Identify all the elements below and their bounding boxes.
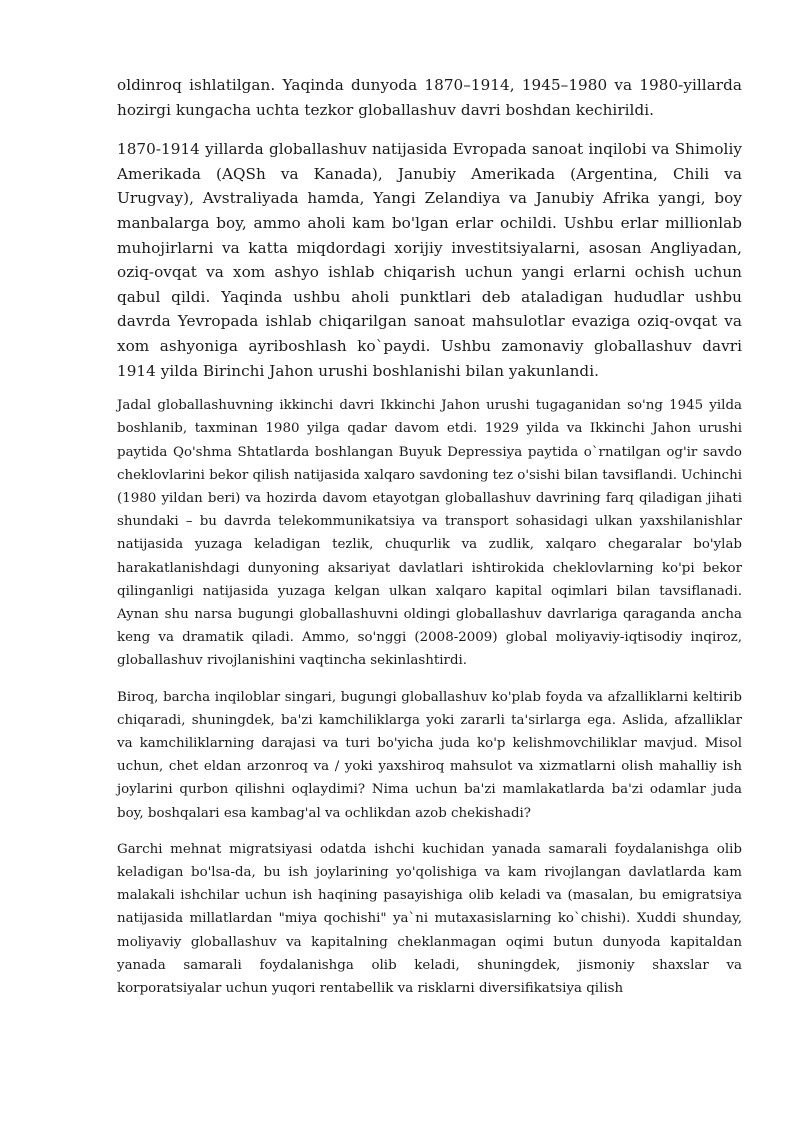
paragraph-intro-continuation: oldinroq ishlatilgan. Yaqinda dunyoda 1870–1914, 1945–1980 va 1980-yillarda hozirgi kungacha uchta tezkor globallashuv davri boshdan kechirildi.	[117, 76, 742, 119]
paragraph-benefits-and-drawbacks: Biroq, barcha inqiloblar singari, bugungi globallashuv ko'plab foyda va afzalliklarni keltirib chiqaradi, shuningdek, ba'zi kamchiliklarga yoki zararli ta'sirlarga ega. Aslida, afzalliklar va kamchiliklarning darajasi va turi bo'yicha juda ko'p kelishmovchiliklar mavjud. Misol uchun, chet eldan arzonroq va / yoki yaxshiroq mahsulot va xizmatlarni olish mahalliy ish joylarini qurbon qilishni oqlaydimi? Nima uchun ba'zi mamlakatlarda ba'zi odamlar juda boy, boshqalari esa kambag'al va ochlikdan azob chekishadi?	[117, 689, 742, 821]
document-page	[117, 73, 742, 1000]
paragraph-first-globalization-period: 1870-1914 yillarda globallashuv natijasida Evropada sanoat inqilobi va Shimoliy Amerikada (AQSh va Kanada), Janubiy Amerikada (Argentina, Chili va Urugvay), Avstraliyada hamda, Yangi Zelandiya va Janubiy Afrika yangi, boy manbalarga boy, ammo aholi kam bo'lgan erlar ochildi. Ushbu erlar millionlab muhojirlarni va katta miqdordagi xorijiy investitsiyalarni, asosan Angliyadan, oziq-ovqat va xom ashyo ishlab chiqarish uchun yangi erlarni ochish uchun qabul qildi. Yaqinda ushbu aholi punktlari deb ataladigan hududlar ushbu davrda Yevropada ishlab chiqarilgan sanoat mahsulotlar evaziga oziq-ovqat va xom ashyoniga ayriboshlash ko`paydi. Ushbu zamonaviy globallashuv davri 1914 yilda Birinchi Jahon urushi boshlanishi bilan yakunlandi.	[117, 140, 742, 380]
paragraph-second-and-third-periods: Jadal globallashuvning ikkinchi davri Ikkinchi Jahon urushi tugaganidan so'ng 1945 yilda boshlanib, taxminan 1980 yilga qadar davom etdi. 1929 yilda va Ikkinchi Jahon urushi paytida Qo'shma Shtatlarda boshlangan Buyuk Depressiya paytida o`rnatilgan og'ir savdo cheklovlarini bekor qilish natijasida xalqaro savdoning tez o'sishi bilan tavsiflandi. Uchinchi (1980 yildan beri) va hozirda davom etayotgan globallashuv davrining farq qiladigan jihati shundaki – bu davrda telekommunikatsiya va transport sohasidagi ulkan yaxshilanishlar natijasida yuzaga keladigan tezlik, chuqurlik va zudlik, xalqaro chegaralar bo'ylab harakatlanishdagi dunyoning aksariyat davlatlari ishtirokida cheklovlarning ko'pi bekor qilinganligi natijasida yuzaga kelgan ulkan xalqaro kapital oqimlari bilan tavsiflanadi. Aynan shu narsa bugungi globallashuvni oldingi globallashuv davrlariga qaraganda ancha keng va dramatik qiladi. Ammo, so'nggi (2008-2009) global moliyaviy-iqtisodiy inqiroz, globallashuv rivojlanishini vaqtincha sekinlashtirdi.	[117, 398, 742, 669]
paragraph-labor-migration: Garchi mehnat migratsiyasi odatda ishchi kuchidan yanada samarali foydalanishga olib keladigan bo'lsa-da, bu ish joylarining yo'qolishiga va kam rivojlangan davlatlarda kam malakali ishchilar uchun ish haqining pasayishiga olib keladi va (masalan, bu emigratsiya natijasida millatlardan "miya qochishi" ya`ni mutaxasislarning ko`chishi). Xuddi shunday, moliyaviy globallashuv va kapitalning cheklanmagan oqimi butun dunyoda kapitaldan yanada samarali foydalanishga olib keladi, shuningdek, jismoniy shaxslar va korporatsiyalar uchun yuqori rentabellik va risklarni diversifikatsiya qilish	[117, 841, 742, 996]
